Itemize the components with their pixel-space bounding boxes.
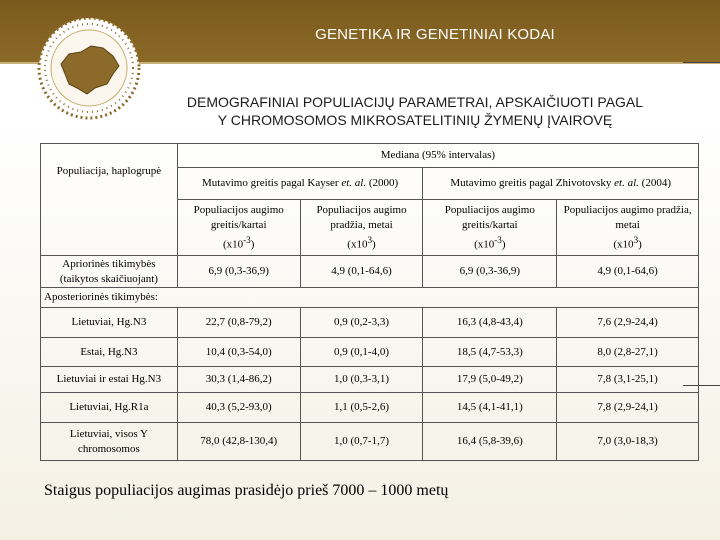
- kayser-etal: et. al.: [341, 177, 367, 189]
- row-label-cell: Lietuviai, Hg.R1a: [41, 393, 178, 423]
- table-cell: 0,9 (0,1-4,0): [300, 338, 423, 367]
- table-cell: 1,0 (0,7-1,7): [300, 423, 423, 461]
- table-cell: 18,5 (4,7-53,3): [423, 338, 557, 367]
- subheader-1-unit: (x10: [222, 238, 244, 251]
- row-label-line-1: Lietuviai, visos Y: [69, 427, 148, 440]
- prior-label-line-1: Apriorinės tikimybės: [62, 257, 156, 270]
- table-row: [41, 423, 699, 461]
- subheader-2-line-1: Populiacijos augimo: [316, 203, 407, 216]
- subheader-3-unit: (x10: [474, 238, 495, 251]
- table-cell: 16,3 (4,8-43,4): [423, 308, 557, 338]
- subheader-4-exponent: 3: [633, 234, 639, 245]
- subheader-2-exponent: 3: [367, 234, 373, 245]
- row-header-cell: Populiacija, haplogrupė: [41, 144, 178, 200]
- demographic-parameters-table: [40, 143, 699, 461]
- subheader-3-line-3: [426, 233, 553, 253]
- table-cell: 6,9 (0,3-36,9): [177, 256, 300, 288]
- subtitle-line-2: Y CHROMOSOMOS MIKROSATELITINIŲ ŽYMENŲ ĮVAIROVĘ: [217, 112, 613, 128]
- table-cell: 7,8 (2,9-24,1): [557, 393, 699, 423]
- table-cell: 4,9 (0,1-64,6): [300, 256, 423, 288]
- table-header-row: [41, 144, 699, 168]
- subheader-1-line-2: greitis/kartai: [210, 218, 267, 231]
- kayser-label: Mutavimo greitis pagal Kayser: [202, 177, 339, 189]
- slide-subtitle: [150, 93, 680, 129]
- zhivotovsky-group-cell: [423, 168, 699, 200]
- subheader-1-close: ): [250, 238, 255, 251]
- table-cell: 16,4 (5,8-39,6): [423, 423, 557, 461]
- footer-note: Staigus populiacijos augimas prasidėjo prieš 7000 – 1000 metų: [44, 482, 449, 499]
- table-subheader-row: [41, 200, 699, 256]
- subheader-2-line-2: pradžia, metai: [330, 218, 393, 231]
- kayser-group-cell: [177, 168, 423, 200]
- table-cell: 1,1 (0,5-2,6): [300, 393, 423, 423]
- kayser-year: (2000): [368, 177, 399, 189]
- table-row: [41, 338, 699, 367]
- table-cell: 4,9 (0,1-64,6): [557, 256, 699, 288]
- subheader-4-line-1: Populiacijos augimo pradžia,: [563, 203, 692, 216]
- row-label-cell: Lietuviai, Hg.N3: [41, 308, 178, 338]
- table-row: [41, 308, 699, 338]
- table-cell: 14,5 (4,1-41,1): [423, 393, 557, 423]
- prior-label-cell: [41, 256, 178, 288]
- subheader-4-unit: (x10: [613, 238, 634, 251]
- row-label-cell: Lietuviai ir estai Hg.N3: [41, 367, 178, 393]
- subheader-4-line-2: metai: [615, 218, 640, 231]
- subheader-4-close: ): [638, 238, 642, 251]
- subheader-1-line-1: Populiacijos augimo: [193, 203, 284, 216]
- median-header-cell: Mediana (95% intervalas): [177, 144, 698, 168]
- zhivotovsky-label: Mutavimo greitis pagal Zhivotovsky: [450, 177, 612, 189]
- zhivotovsky-etal: et. al.: [614, 177, 639, 189]
- subheader-3-line-2: greitis/kartai: [462, 218, 518, 231]
- row-label-cell: [41, 423, 178, 461]
- table-cell: 7,0 (3,0-18,3): [557, 423, 699, 461]
- table-cell: 0,9 (0,2-3,3): [300, 308, 423, 338]
- table-row: [41, 256, 699, 288]
- table-cell: 10,4 (0,3-54,0): [177, 338, 300, 367]
- lithuania-map-emblem-icon: [33, 12, 145, 124]
- subtitle-line-1: DEMOGRAFINIAI POPULIACIJŲ PARAMETRAI, APSKAIČIUOTI PAGAL: [186, 94, 644, 110]
- divider-line: [683, 62, 720, 63]
- table-cell: 7,8 (3,1-25,1): [557, 367, 699, 393]
- subheader-3-close: ): [501, 238, 506, 251]
- prior-label-line-2: (taikytos skaičiuojant): [59, 272, 158, 285]
- subheader-4-line-3: [560, 233, 695, 253]
- table-cell: 17,9 (5,0-49,2): [423, 367, 557, 393]
- subheader-cell-1: [177, 200, 300, 256]
- slide-title: GENETIKA IR GENETINIAI KODAI: [315, 26, 555, 43]
- row-label-line-2: chromosomos: [78, 442, 140, 455]
- empty-corner-cell: [41, 200, 178, 256]
- table-row: [41, 367, 699, 393]
- subheader-3-exponent: -3: [494, 234, 502, 245]
- table-cell: 78,0 (42,8-130,4): [177, 423, 300, 461]
- table-cell: 7,6 (2,9-24,4): [557, 308, 699, 338]
- subheader-3-line-1: Populiacijos augimo: [444, 203, 535, 216]
- table-cell: 1,0 (0,3-3,1): [300, 367, 423, 393]
- table-row: [41, 393, 699, 423]
- posterior-label-cell: Aposteriorinės tikimybės:: [41, 288, 699, 308]
- posterior-section-row: [41, 288, 699, 308]
- subheader-1-line-3: [181, 233, 297, 253]
- row-label-cell: Estai, Hg.N3: [41, 338, 178, 367]
- table-cell: 22,7 (0,8-79,2): [177, 308, 300, 338]
- subheader-2-line-3: [304, 233, 420, 253]
- table-cell: 30,3 (1,4-86,2): [177, 367, 300, 393]
- divider-line: [683, 385, 720, 386]
- subheader-2-close: ): [372, 238, 376, 251]
- subheader-1-exponent: -3: [243, 234, 251, 245]
- table-cell: 6,9 (0,3-36,9): [423, 256, 557, 288]
- table-cell: 8,0 (2,8-27,1): [557, 338, 699, 367]
- subheader-cell-3: [423, 200, 557, 256]
- subheader-cell-2: [300, 200, 423, 256]
- subheader-2-unit: (x10: [347, 238, 368, 251]
- zhivotovsky-year: (2004): [641, 177, 671, 189]
- table-cell: 40,3 (5,2-93,0): [177, 393, 300, 423]
- subheader-cell-4: [557, 200, 699, 256]
